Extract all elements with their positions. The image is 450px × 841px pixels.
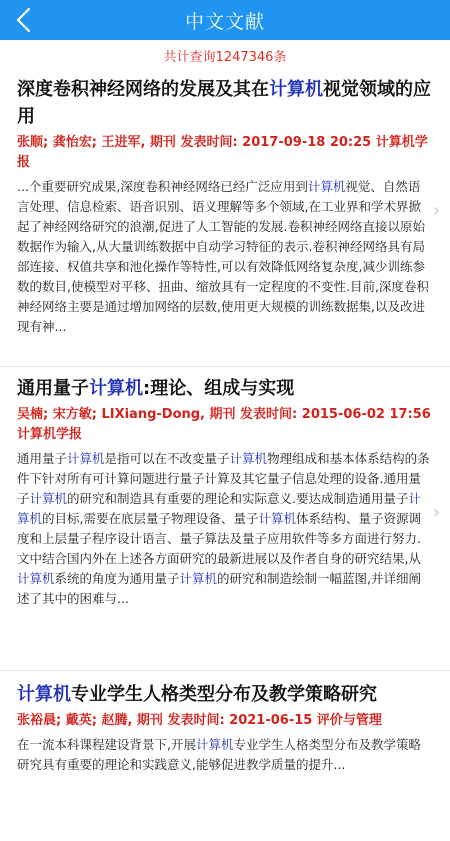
chevron-left-icon <box>15 7 33 33</box>
article-meta: 吴楠; 宋方敏; LIXiang-Dong, 期刊 发表时间: 2015-06-02 17:56 计算机学报 <box>17 407 431 442</box>
article-item[interactable] <box>0 367 450 671</box>
article-title: 通用量子计算机:理论、组成与实现 <box>17 378 295 399</box>
article-title: 深度卷积神经网络的发展及其在计算机视觉领域的应用 <box>17 79 431 127</box>
article-meta: 张顺; 龚怡宏; 王进军, 期刊 发表时间: 2017-09-18 20:25 计算机学报 <box>17 135 428 170</box>
top-bar <box>0 0 450 40</box>
article-abstract: 在一流本科课程建设背景下,开展计算机专业学生人格类型分布及教学策略研究具有重要的理论和实践意义,能够促进教学质量的提升... <box>17 737 422 772</box>
chevron-right-icon: › <box>432 200 440 221</box>
article-item[interactable] <box>0 70 450 367</box>
page-title: 中文文献 <box>184 10 265 33</box>
back-button[interactable] <box>8 4 40 36</box>
article-list <box>0 70 450 841</box>
result-count: 共计查询1247346条 <box>163 50 287 65</box>
article-item[interactable] <box>0 671 450 841</box>
article-abstract: ...个重要研究成果,深度卷积神经网络已经广泛应用到计算机视觉、自然语言处理、信息检索、语音识别、语义理解等多个领域,在工业界和学术界掀起了神经网络研究的浪潮,促进了人工智能的发展.卷积神经网络直接以原始数据作为输入,从大量训练数据中自动学习特征的表示.卷积神经网络具有局部连接、权值共享和池化操作等特性,可以有效降低网络复杂度,减少训练参数的数目,使模型对平移、扭曲、缩放具有一定程度的不变性.目前,深度卷积神经网络主要是通过增加网络的层数,使用更大规模的训练数据集,以及改进现有神... <box>17 179 429 334</box>
article-abstract: 通用量子计算机是指可以在不改变量子计算机物理组成和基本体系结构的条件下针对所有可计算问题进行量子计算及其它量子信息处理的设备.通用量子计算机的研究和制造具有重要的理论和实际意义.要达成制造通用量子计算机的目标,需要在底层量子物理设备、量子计算机体系结构、量子资源调度和上层量子程序设计语言、量子算法及量子应用软件等多方面进行努力.文中结合国内外在上述各方面研究的最新进展以及作者自身的研究结果,从计算机系统的角度为通用量子计算机的研究和制造绘制一幅蓝图,并详细阐述了其中的困难与... <box>17 451 430 606</box>
chevron-right-icon: › <box>432 502 440 523</box>
article-title: 计算机专业学生人格类型分布及教学策略研究 <box>17 684 377 705</box>
article-meta: 张裕晨; 戴英; 赵腾, 期刊 发表时间: 2021-06-15 评价与管理 <box>17 713 382 728</box>
